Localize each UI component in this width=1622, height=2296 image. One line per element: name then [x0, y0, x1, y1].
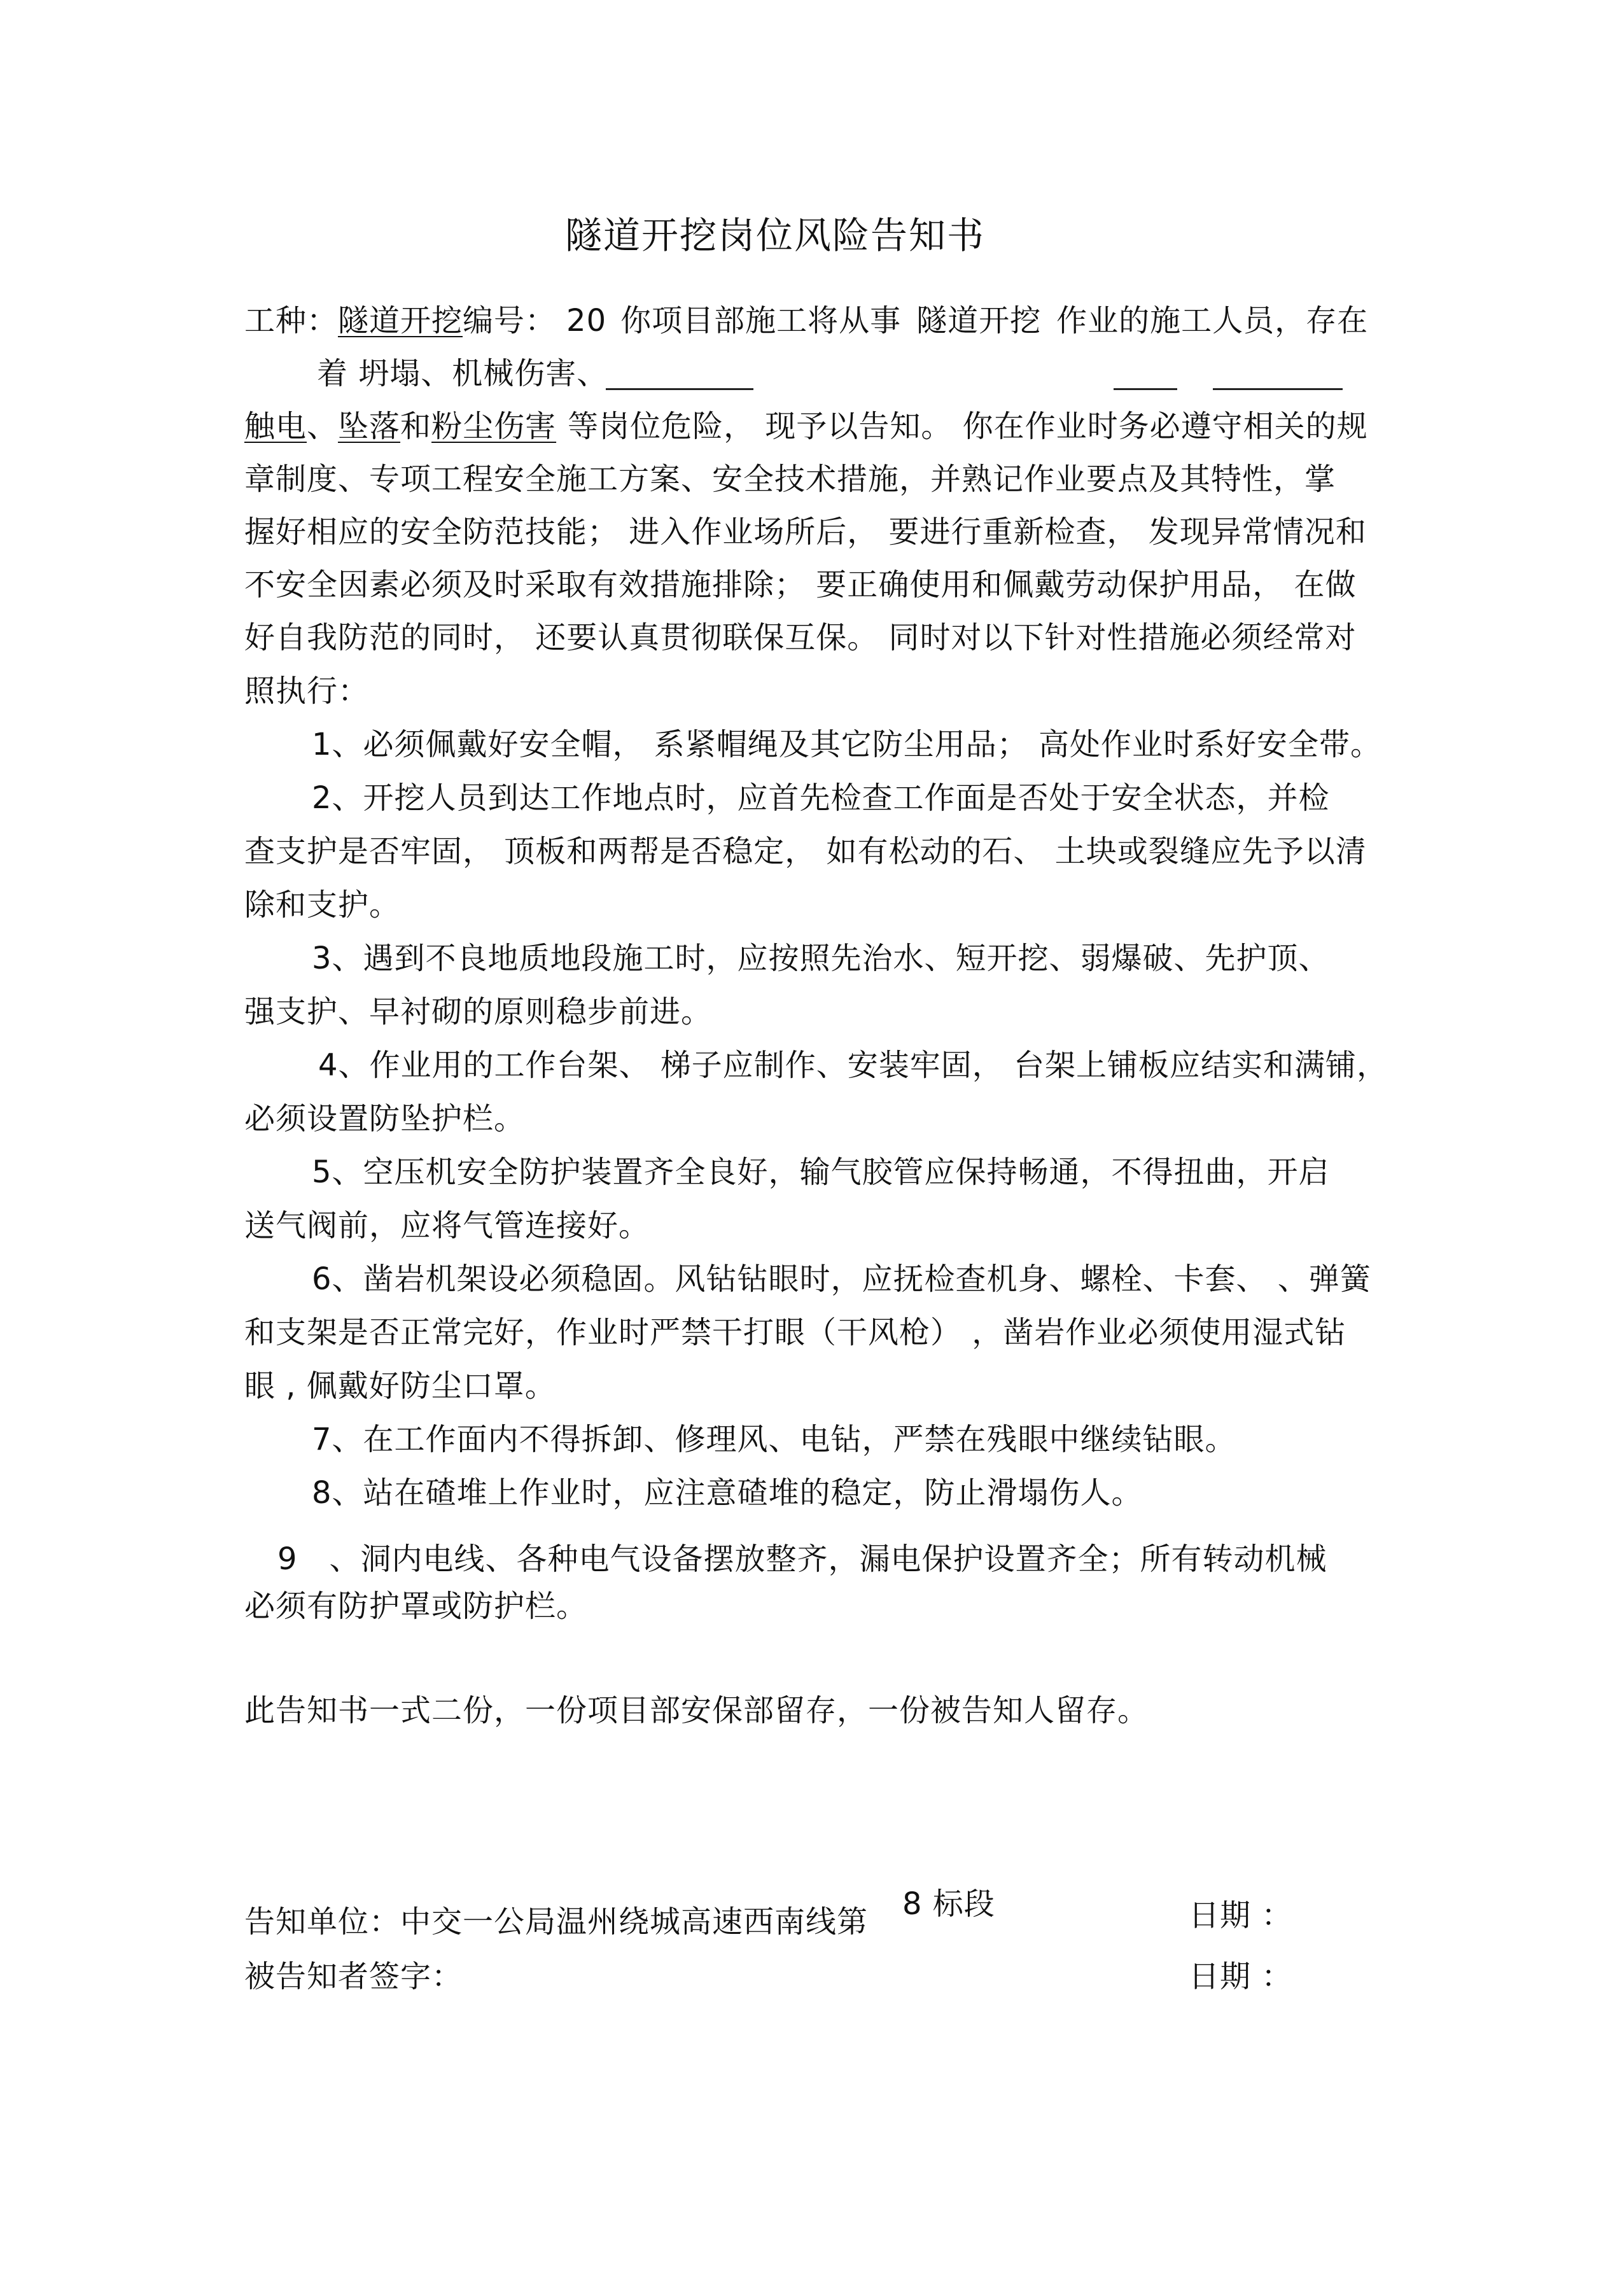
worktype-label: 工种： [244, 303, 339, 339]
signee-label: 被告知者签字： [244, 1959, 463, 1994]
job-name: 隧道开挖 [916, 303, 1042, 339]
intro-text-b: 作业的施工人员，存在 [1056, 303, 1369, 339]
intro-line-7: 好自我防范的同时， 还要认真贯彻联保互保。 同时对以下针对性措施必须经常对 [244, 620, 1357, 655]
number-label: 编号： [463, 303, 557, 339]
measure-3-line-1: 3、遇到不良地质地段施工时，应按照先治水、短开挖、弱爆破、先护顶、 [312, 941, 1330, 976]
date-label-2: 日期 ： [1189, 1959, 1293, 1994]
intro-line-2-text: 着 坍塌、机械伤害、 [317, 356, 608, 391]
measure-2-line-1: 2、开挖人员到达工作地点时，应首先检查工作面是否处于安全状态，并检 [312, 780, 1330, 816]
risk-dust: 粉尘伤害 [431, 409, 557, 444]
measure-1: 1、必须佩戴好安全帽， 系紧帽绳及其它防尘用品； 高处作业时系好安全带。 [312, 727, 1382, 762]
intro-line-5: 握好相应的安全防范技能； 进入作业场所后， 要进行重新检查， 发现异常情况和 [244, 514, 1367, 550]
measure-9-text: 、洞内电线、各种电气设备摆放整齐，漏电保护设置齐全；所有转动机械 [329, 1541, 1327, 1577]
risk-electric-shock: 触电 [244, 409, 307, 444]
intro-text-a: 你项目部施工将从事 [620, 303, 902, 339]
risk-and: 和 [400, 409, 432, 444]
intro-line-6: 不安全因素必须及时采取有效措施排除； 要正确使用和佩戴劳动保护用品， 在做 [244, 567, 1357, 603]
measure-6-line-3: 眼 , 佩戴好防尘口罩。 [244, 1368, 556, 1404]
intro-line-4: 章制度、专项工程安全施工方案、安全技术措施，并熟记作业要点及其特性，掌 [244, 461, 1336, 497]
fill-blank-2 [1114, 388, 1177, 390]
intro-line-3-text: 等岗位危险， 现予以告知。 你在作业时务必遵守相关的规 [568, 409, 1368, 444]
intro-line-3 [244, 407, 1368, 445]
intro-line-1 [244, 302, 1368, 340]
measure-5-line-1: 5、空压机安全防护装置齐全良好，输气胶管应保持畅通，不得扭曲，开启 [312, 1154, 1330, 1190]
measure-6-line-1: 6、凿岩机架设必须稳固。风钻钻眼时，应抚检查机身、螺栓、卡套、 、弹簧 [312, 1261, 1371, 1297]
document-title: 隧道开挖岗位风险告知书 [565, 214, 986, 257]
measure-6-line-2: 和支架是否正常完好，作业时严禁干打眼（干风枪） ，凿岩作业必须使用湿式钻 [244, 1315, 1346, 1350]
measure-4-line-2: 必须设置防坠护栏。 [244, 1101, 526, 1137]
measure-8: 8、站在碴堆上作业时，应注意碴堆的稳定，防止滑塌伤人。 [312, 1475, 1143, 1511]
measure-5-line-2: 送气阀前，应将气管连接好。 [244, 1208, 650, 1243]
section-number: 8 标段 [902, 1886, 995, 1922]
date-label-1: 日期 ： [1189, 1898, 1293, 1933]
measure-2-line-3: 除和支护。 [244, 887, 401, 923]
fill-blank-3 [1213, 388, 1343, 390]
measure-2-line-2: 查支护是否牢固， 顶板和两帮是否稳定， 如有松动的石、 土块或裂缝应先予以清 [244, 834, 1367, 869]
notifying-unit: 告知单位：中交一公局温州绕城高速西南线第 [244, 1904, 869, 1940]
measure-3-line-2: 强支护、早衬砌的原则稳步前进。 [244, 994, 713, 1030]
risk-falling: 坠落 [338, 409, 401, 444]
intro-line-2 [317, 354, 608, 393]
measure-9-line-1 [277, 1540, 1327, 1578]
copies-note: 此告知书一式二份，一份项目部安保部留存，一份被告知人留存。 [244, 1693, 1149, 1728]
measure-4-line-1: 4、作业用的工作台架、 梯子应制作、安装牢固， 台架上铺板应结实和满铺， [318, 1047, 1388, 1083]
measure-9-number: 9 [277, 1541, 298, 1577]
measure-9-line-2: 必须有防护罩或防护栏。 [244, 1588, 588, 1624]
number-value: 20 [566, 303, 607, 339]
fill-blank-1 [606, 388, 753, 390]
risk-separator: 、 [307, 409, 339, 444]
worktype-value: 隧道开挖 [338, 303, 463, 339]
intro-line-8: 照执行： [244, 673, 370, 709]
measure-7: 7、在工作面内不得拆卸、修理风、电钻，严禁在残眼中继续钻眼。 [312, 1422, 1236, 1457]
